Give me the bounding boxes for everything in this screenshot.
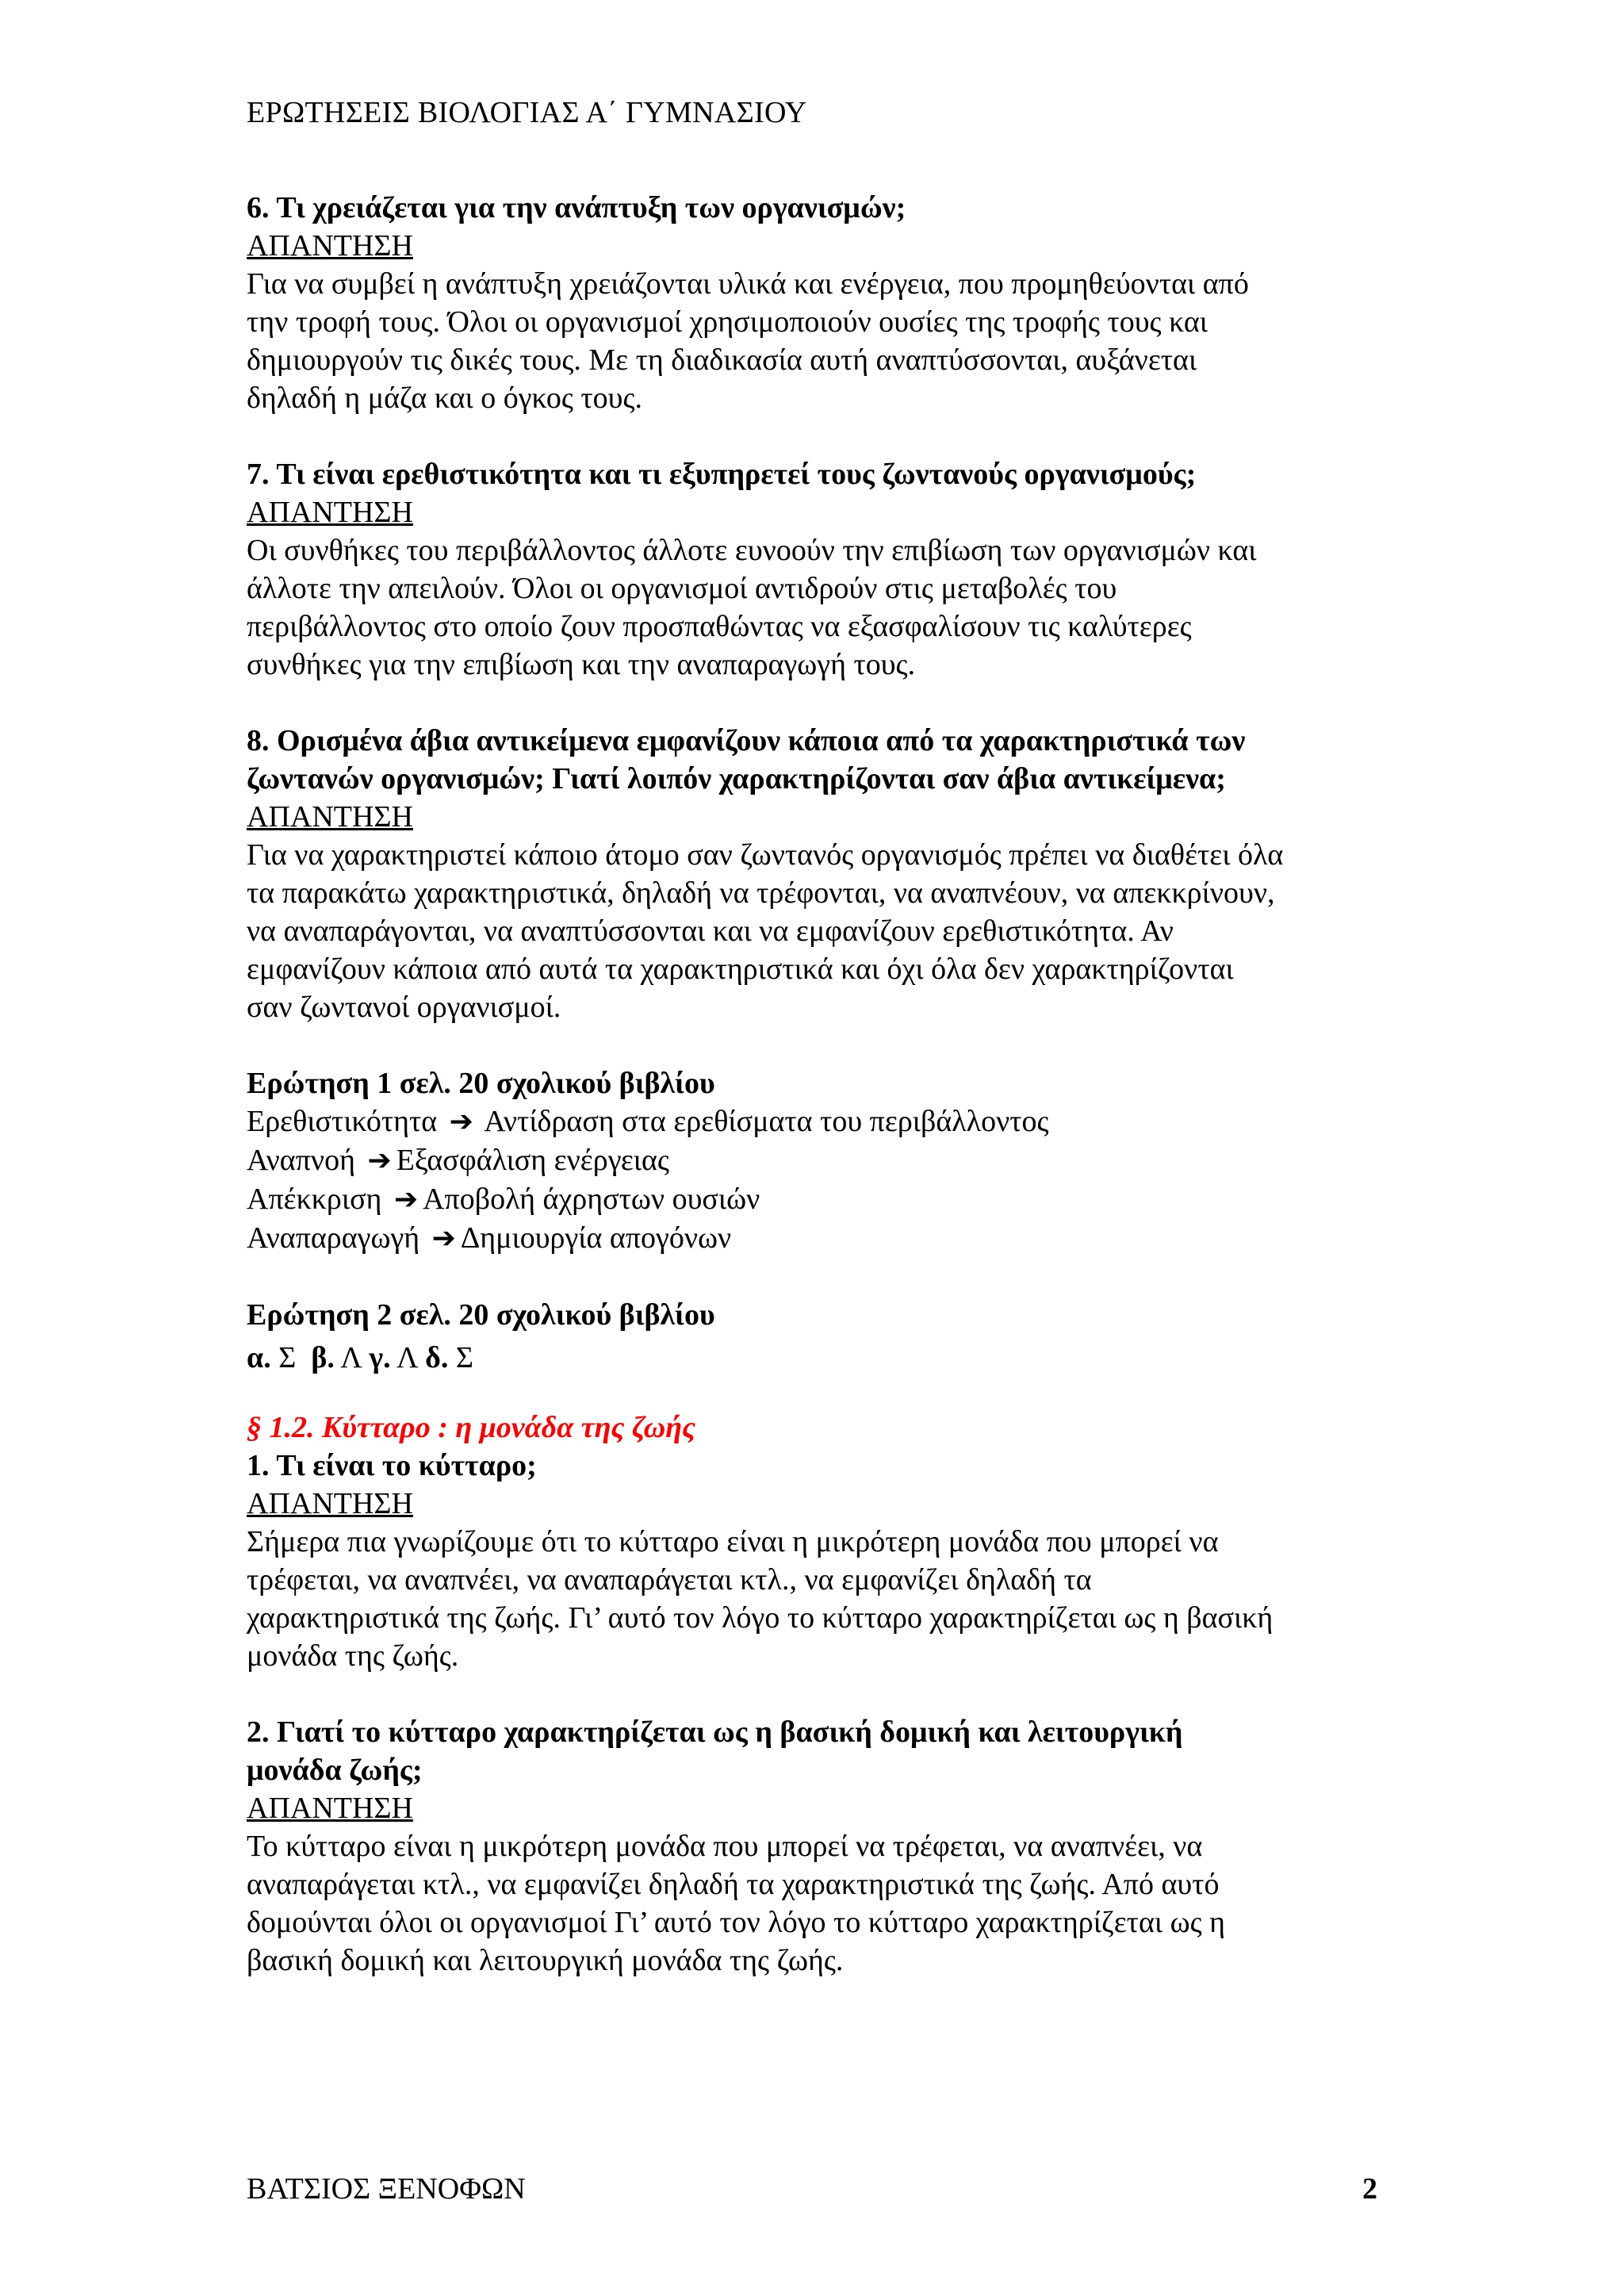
exercise-1 (247, 1064, 1396, 1258)
answer-value-c: Λ (396, 1341, 418, 1374)
answer-label: ΑΠΑΝΤΗΣΗ (247, 229, 413, 263)
answer-label: ΑΠΑΝΤΗΣΗ (247, 496, 413, 529)
answer-label: ΑΠΑΝΤΗΣΗ (247, 800, 413, 834)
qa-block-6 (247, 189, 1396, 417)
answer-value-b: Λ (340, 1341, 362, 1374)
answer-line: μονάδα της ζωής. (247, 1639, 459, 1673)
qa-block-7 (247, 455, 1396, 684)
page-header: ΕΡΩΤΗΣΕΙΣ ΒΙΟΛΟΓΙΑΣ Α΄ ΓΥΜΝΑΣΙΟΥ (247, 96, 807, 129)
answer-line: Οι συνθήκες του περιβάλλοντος άλλοτε ευνοούν την επιβίωση των οργανισμών και (247, 534, 1257, 567)
match-term: Απέκκριση (247, 1182, 382, 1216)
arrow-right-icon: ➔ (393, 1183, 419, 1216)
page-content (247, 189, 1396, 2018)
answer-line: δομούνται όλοι οι οργανισμοί Γι’ αυτό τον λόγο το κύτταρο χαρακτηρίζεται ως η (247, 1906, 1226, 1939)
answer-line: περιβάλλοντος στο οποίο ζουν προσπαθώντας να εξασφαλίσουν τις καλύτερες (247, 610, 1192, 643)
section-qa-1 (247, 1447, 1396, 1675)
section-question-2-cont: μονάδα ζωής; (247, 1754, 423, 1787)
match-definition: Αποβολή άχρηστων ουσιών (423, 1182, 760, 1216)
answer-line: τρέφεται, να αναπνέει, να αναπαράγεται κτλ., να εμφανίζει δηλαδή τα (247, 1563, 1092, 1596)
answer-line: Το κύτταρο είναι η μικρότερη μονάδα που μπορεί να τρέφεται, να αναπνέει, να (247, 1830, 1203, 1863)
section-qa-2 (247, 1713, 1396, 1980)
exercise-2-title: Ερώτηση 2 σελ. 20 σχολικού βιβλίου (247, 1298, 715, 1332)
true-false-answers (247, 1339, 1396, 1377)
answer-label: ΑΠΑΝΤΗΣΗ (247, 1792, 413, 1825)
match-row (247, 1141, 1396, 1180)
answer-label-a: α. (247, 1341, 271, 1374)
answer-line: συνθήκες για την επιβίωση και την αναπαραγωγή τους. (247, 648, 916, 681)
match-row (247, 1102, 1396, 1141)
answer-line: Για να συμβεί η ανάπτυξη χρειάζονται υλικά και ενέργεια, που προμηθεύονται από (247, 267, 1249, 301)
section-question-1: 1. Τι είναι το κύτταρο; (247, 1449, 537, 1482)
answer-line: δηλαδή η μάζα και ο όγκος τους. (247, 381, 643, 415)
answer-line: την τροφή τους. Όλοι οι οργανισμοί χρησιμοποιούν ουσίες της τροφής τους και (247, 305, 1208, 339)
answer-line: δημιουργούν τις δικές τους. Με τη διαδικασία αυτή αναπτύσσονται, αυξάνεται (247, 343, 1197, 377)
answer-line: αναπαράγεται κτλ., να εμφανίζει δηλαδή τα χαρακτηριστικά της ζωής. Από αυτό (247, 1868, 1220, 1901)
match-definition: Αντίδραση στα ερεθίσματα του περιβάλλοντος (477, 1105, 1049, 1138)
question-7: 7. Τι είναι ερεθιστικότητα και τι εξυπηρετεί τους ζωντανούς οργανισμούς; (247, 458, 1197, 491)
question-8: 8. Ορισμένα άβια αντικείμενα εμφανίζουν κάποια από τα χαρακτηριστικά των (247, 724, 1246, 757)
answer-line: άλλοτε την απειλούν. Όλοι οι οργανισμοί αντιδρούν στις μεταβολές του (247, 572, 1117, 605)
question-8-cont: ζωντανών οργανισμών; Γιατί λοιπόν χαρακτηρίζονται σαν άβια αντικείμενα; (247, 762, 1226, 795)
arrow-right-icon: ➔ (367, 1144, 392, 1177)
answer-line: Σήμερα πια γνωρίζουμε ότι το κύτταρο είναι η μικρότερη μονάδα που μπορεί να (247, 1525, 1219, 1558)
answer-value-a: Σ (278, 1341, 297, 1374)
footer-author: ΒΑΤΣΙΟΣ ΞΕΝΟΦΩΝ (247, 2172, 526, 2206)
exercise-1-title: Ερώτηση 1 σελ. 20 σχολικού βιβλίου (247, 1067, 715, 1100)
answer-label-c: γ. (369, 1341, 391, 1374)
match-row (247, 1219, 1396, 1258)
question-6: 6. Τι χρειάζεται για την ανάπτυξη των οργανισμών; (247, 191, 906, 224)
arrow-right-icon: ➔ (431, 1222, 456, 1255)
page-number: 2 (1362, 2172, 1377, 2206)
answer-line: χαρακτηριστικά της ζωής. Γι’ αυτό τον λόγο το κύτταρο χαρακτηρίζεται ως η βασική (247, 1601, 1274, 1635)
match-definition: Δημιουργία απογόνων (460, 1221, 732, 1255)
answer-label-d: δ. (425, 1341, 449, 1374)
answer-line: να αναπαράγονται, να αναπτύσσονται και να εμφανίζουν ερεθιστικότητα. Αν (247, 914, 1174, 948)
section-question-2: 2. Γιατί το κύτταρο χαρακτηρίζεται ως η βασική δομική και λειτουργική (247, 1715, 1183, 1749)
match-term: Αναπνοή (247, 1144, 355, 1177)
answer-label: ΑΠΑΝΤΗΣΗ (247, 1487, 413, 1520)
match-term: Αναπαραγωγή (247, 1221, 420, 1255)
answer-value-d: Σ (455, 1341, 473, 1374)
exercise-2 (247, 1296, 1396, 1377)
arrow-right-icon: ➔ (449, 1106, 473, 1138)
match-row (247, 1180, 1396, 1219)
answer-line: σαν ζωντανοί οργανισμοί. (247, 991, 561, 1024)
answer-line: βασική δομική και λειτουργική μονάδα της ζωής. (247, 1944, 844, 1977)
answer-line: εμφανίζουν κάποια από αυτά τα χαρακτηριστικά και όχι όλα δεν χαρακτηρίζονται (247, 953, 1234, 986)
section-1-2 (247, 1409, 1396, 1980)
answer-label-b: β. (311, 1341, 335, 1374)
section-title: § 1.2. Κύτταρο : η μονάδα της ζωής (247, 1411, 696, 1444)
answer-line: τα παρακάτω χαρακτηριστικά, δηλαδή να τρέφονται, να αναπνέουν, να απεκκρίνουν, (247, 876, 1275, 910)
answer-line: Για να χαρακτηριστεί κάποιο άτομο σαν ζωντανός οργανισμός πρέπει να διαθέτει όλα (247, 838, 1284, 872)
match-definition: Εξασφάλιση ενέργειας (396, 1144, 669, 1177)
qa-block-8 (247, 722, 1396, 1026)
match-term: Ερεθιστικότητα (247, 1105, 438, 1138)
